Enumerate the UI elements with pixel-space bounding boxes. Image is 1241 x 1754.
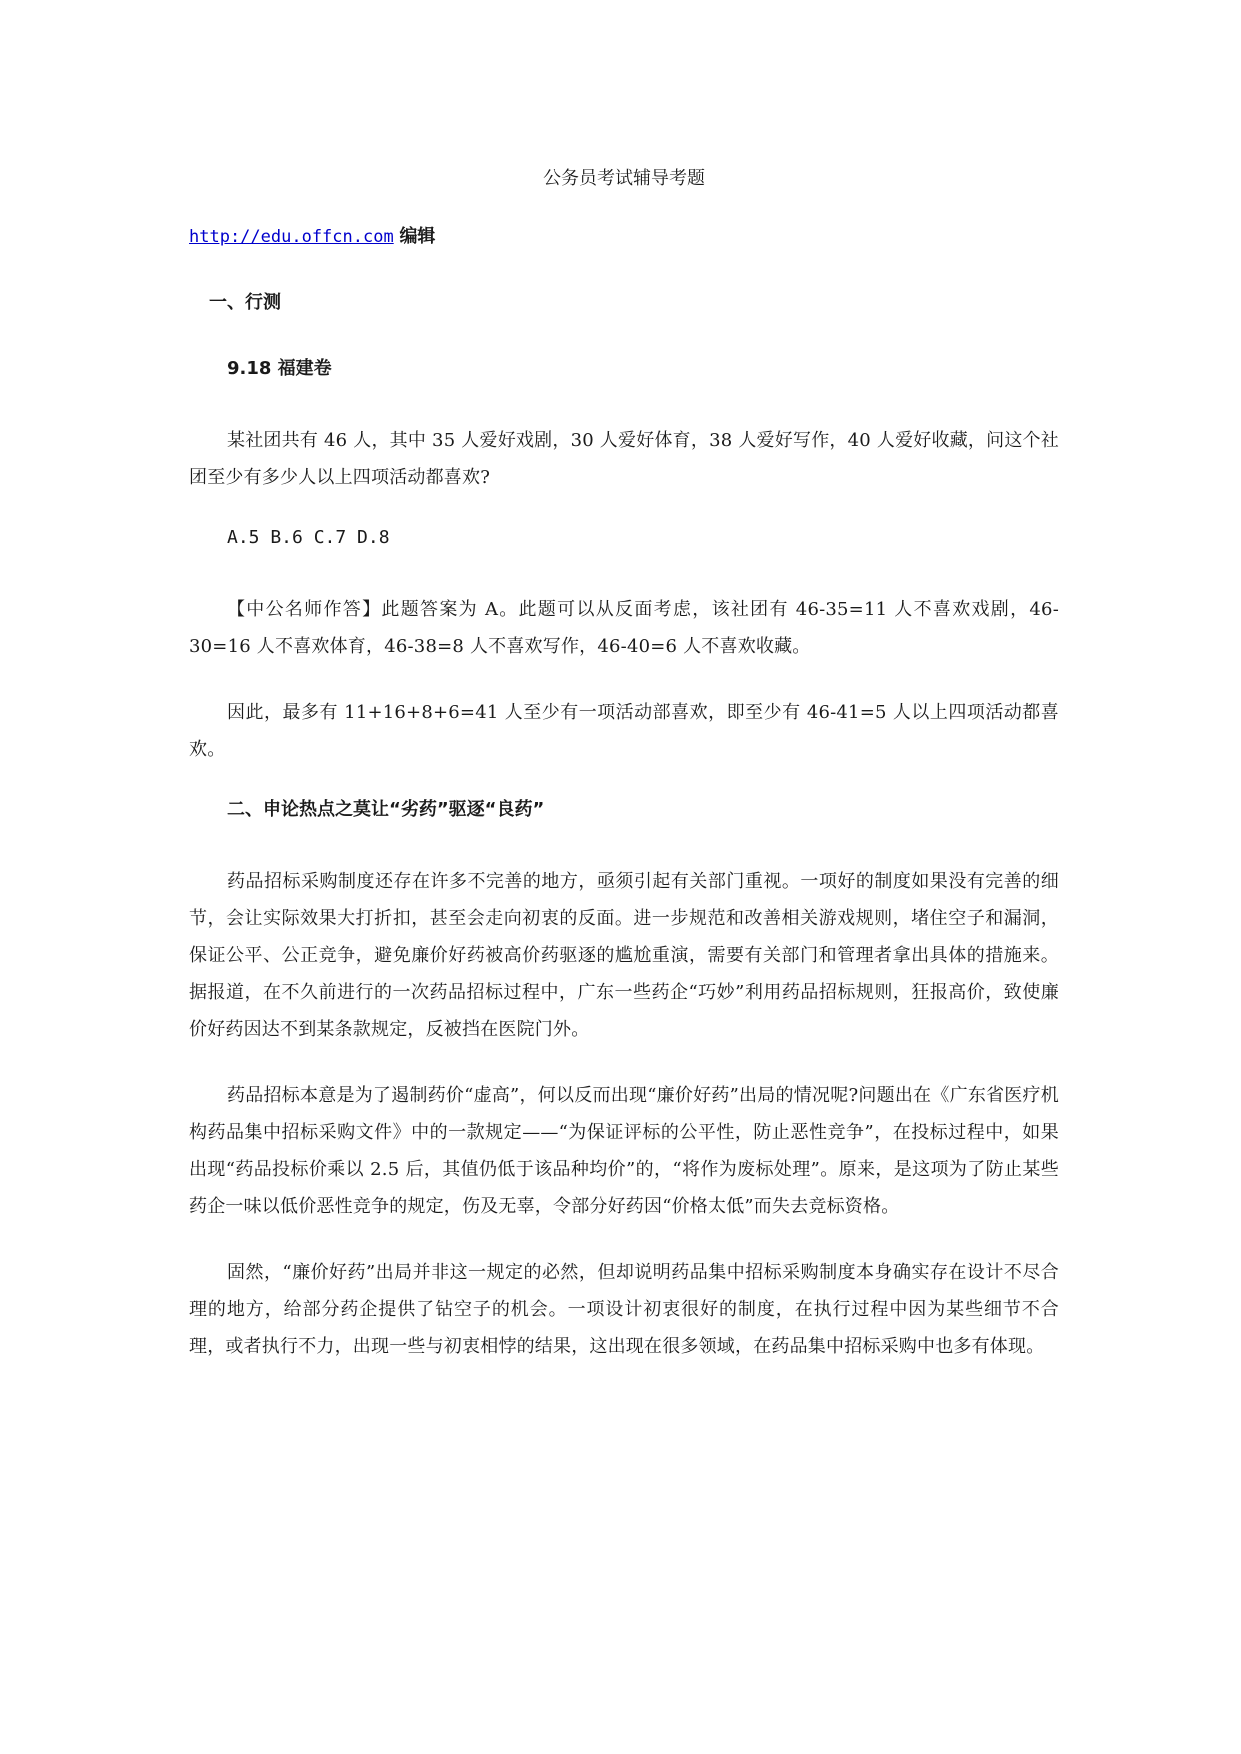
section1-heading: 一、行测 xyxy=(209,292,281,313)
document-body xyxy=(189,166,1059,1394)
source-edit-label: 编辑 xyxy=(399,226,436,247)
source-link[interactable]: http://edu.offcn.com xyxy=(189,227,394,247)
essay-paragraph-1: 药品招标采购制度还存在许多不完善的地方，亟须引起有关部门重视。一项好的制度如果没有完善的细节，会让实际效果大打折扣，甚至会走向初衷的反面。进一步规范和改善相关游戏规则，堵住空子和漏洞，保证公平、公正竞争，避免廉价好药被高价药驱逐的尴尬重演，需要有关部门和管理者拿出具体的措施来。据报道，在不久前进行的一次药品招标过程中，广东一些药企“巧妙”利用药品招标规则，狂报高价，致使廉价好药因达不到某条款规定，反被挡在医院门外。 xyxy=(189,871,1059,1040)
document-title: 公务员考试辅导考题 xyxy=(543,168,705,189)
essay-paragraph-2: 药品招标本意是为了遏制药价“虚高”，何以反而出现“廉价好药”出局的情况呢?问题出在《广东省医疗机构药品集中招标采购文件》中的一款规定——“为保证评标的公平性，防止恶性竞争”，在投标过程中，如果出现“药品投标价乘以 2.5 后，其值仍低于该品种均价”的，“将作为废标处理”。原来，是这项为了防止某些药企一味以低价恶性竞争的规定，伤及无辜，令部分好药因“价格太低”而失去竞标资格。 xyxy=(189,1085,1059,1217)
source-line xyxy=(189,224,1059,250)
section2-heading: 二、申论热点之莫让“劣药”驱逐“良药” xyxy=(227,799,545,820)
subsection-heading: 9.18 福建卷 xyxy=(227,358,332,379)
essay-paragraph-3: 固然，“廉价好药”出局并非这一规定的必然，但却说明药品集中招标采购制度本身确实存在设计不尽合理的地方，给部分药企提供了钻空子的机会。一项设计初衷很好的制度，在执行过程中因为某些细节不合理，或者执行不力，出现一些与初衷相悖的结果，这出现在很多领域，在药品集中招标采购中也多有体现。 xyxy=(189,1262,1059,1357)
answer-options: A.5 B.6 C.7 D.8 xyxy=(227,527,390,548)
question-paragraph: 某社团共有 46 人，其中 35 人爱好戏剧，30 人爱好体育，38 人爱好写作，40 人爱好收藏，问这个社团至少有多少人以上四项活动都喜欢? xyxy=(189,430,1059,488)
answer-paragraph-2: 因此，最多有 11+16+8+6=41 人至少有一项活动部喜欢，即至少有 46-41=5 人以上四项活动都喜欢。 xyxy=(189,702,1059,760)
answer-paragraph-1: 【中公名师作答】此题答案为 A。此题可以从反面考虑，该社团有 46-35=11 人不喜欢戏剧，46-30=16 人不喜欢体育，46-38=8 人不喜欢写作，46-40=6 人不喜欢收藏。 xyxy=(189,599,1059,657)
